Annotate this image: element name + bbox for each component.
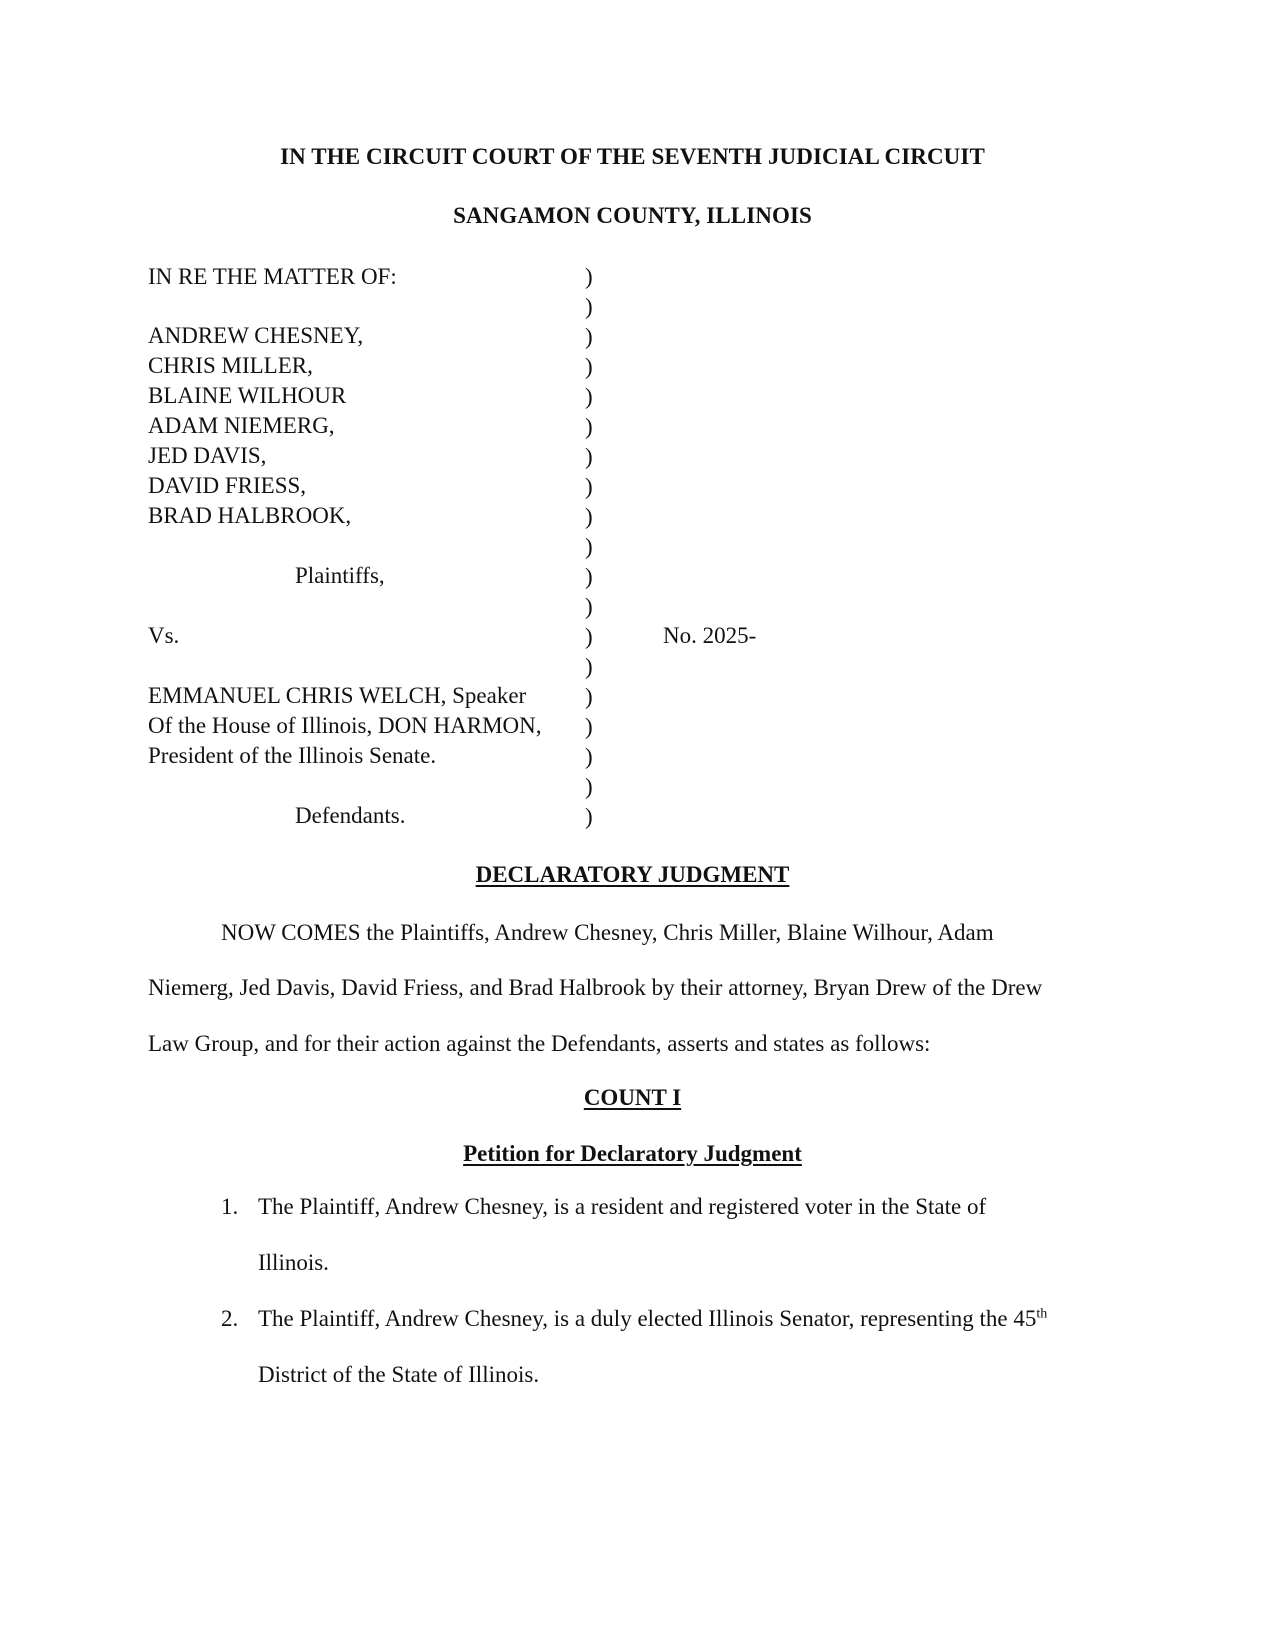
caption-paren: ) xyxy=(585,774,593,799)
caption-paren: ) xyxy=(585,564,593,589)
defendant-line: President of the Illinois Senate. xyxy=(148,743,437,768)
document-title-text: DECLARATORY JUDGMENT xyxy=(475,862,790,887)
caption-paren: ) xyxy=(585,654,593,679)
plaintiff-name: ADAM NIEMERG, xyxy=(148,413,335,438)
intro-line: NOW COMES the Plaintiffs, Andrew Chesney, Chris Miller, Blaine Wilhour, Adam xyxy=(221,920,994,945)
versus-label: Vs. xyxy=(148,623,180,648)
caption-paren: ) xyxy=(585,804,593,829)
court-heading: IN THE CIRCUIT COURT OF THE SEVENTH JUDICIAL CIRCUIT xyxy=(280,144,985,169)
plaintiff-name: BLAINE WILHOUR xyxy=(148,383,347,408)
paragraph-number: 2. xyxy=(221,1306,239,1331)
petition-title xyxy=(0,1141,1265,1167)
case-number: No. 2025- xyxy=(663,623,757,648)
caption-paren: ) xyxy=(585,714,593,739)
count-title-text: COUNT I xyxy=(583,1085,682,1110)
caption-paren: ) xyxy=(585,474,593,499)
ordinal-suffix: th xyxy=(1036,1306,1048,1322)
caption-paren: ) xyxy=(585,504,593,529)
plaintiff-name: JED DAVIS, xyxy=(148,443,267,468)
plaintiff-name: BRAD HALBROOK, xyxy=(148,503,352,528)
caption-paren: ) xyxy=(585,264,593,289)
paragraph-text-main: The Plaintiff, Andrew Chesney, is a duly elected Illinois Senator, representing the 45 xyxy=(258,1306,1037,1331)
plaintiff-name: CHRIS MILLER, xyxy=(148,353,313,378)
intro-line: Niemerg, Jed Davis, David Friess, and Brad Halbrook by their attorney, Bryan Drew of the Drew xyxy=(148,975,1043,1000)
caption-paren: ) xyxy=(585,594,593,619)
caption-paren: ) xyxy=(585,294,593,319)
paragraph-text: The Plaintiff, Andrew Chesney, is a resident and registered voter in the State of xyxy=(258,1194,987,1219)
plaintiff-name: DAVID FRIESS, xyxy=(148,473,307,498)
caption-paren: ) xyxy=(585,624,593,649)
county-heading: SANGAMON COUNTY, ILLINOIS xyxy=(453,203,812,228)
defendant-line: EMMANUEL CHRIS WELCH, Speaker xyxy=(148,683,527,708)
paragraph-number: 1. xyxy=(221,1194,239,1219)
plaintiff-name: ANDREW CHESNEY, xyxy=(148,323,364,348)
caption-paren: ) xyxy=(585,684,593,709)
matter-of-label: IN RE THE MATTER OF: xyxy=(148,264,397,289)
plaintiffs-label: Plaintiffs, xyxy=(295,563,385,588)
document-title xyxy=(0,862,1265,888)
caption-paren: ) xyxy=(585,324,593,349)
intro-line: Law Group, and for their action against the Defendants, asserts and states as follows: xyxy=(148,1031,931,1056)
defendants-label: Defendants. xyxy=(295,803,406,828)
caption-paren: ) xyxy=(585,384,593,409)
caption-paren: ) xyxy=(585,444,593,469)
paragraph-text: District of the State of Illinois. xyxy=(258,1362,540,1387)
defendant-line: Of the House of Illinois, DON HARMON, xyxy=(148,713,542,738)
petition-title-text: Petition for Declaratory Judgment xyxy=(463,1141,802,1166)
paragraph-text xyxy=(258,1306,1047,1332)
caption-paren: ) xyxy=(585,354,593,379)
caption-paren: ) xyxy=(585,534,593,559)
count-title xyxy=(0,1085,1265,1111)
caption-paren: ) xyxy=(585,744,593,769)
caption-paren: ) xyxy=(585,414,593,439)
paragraph-text: Illinois. xyxy=(258,1250,329,1275)
